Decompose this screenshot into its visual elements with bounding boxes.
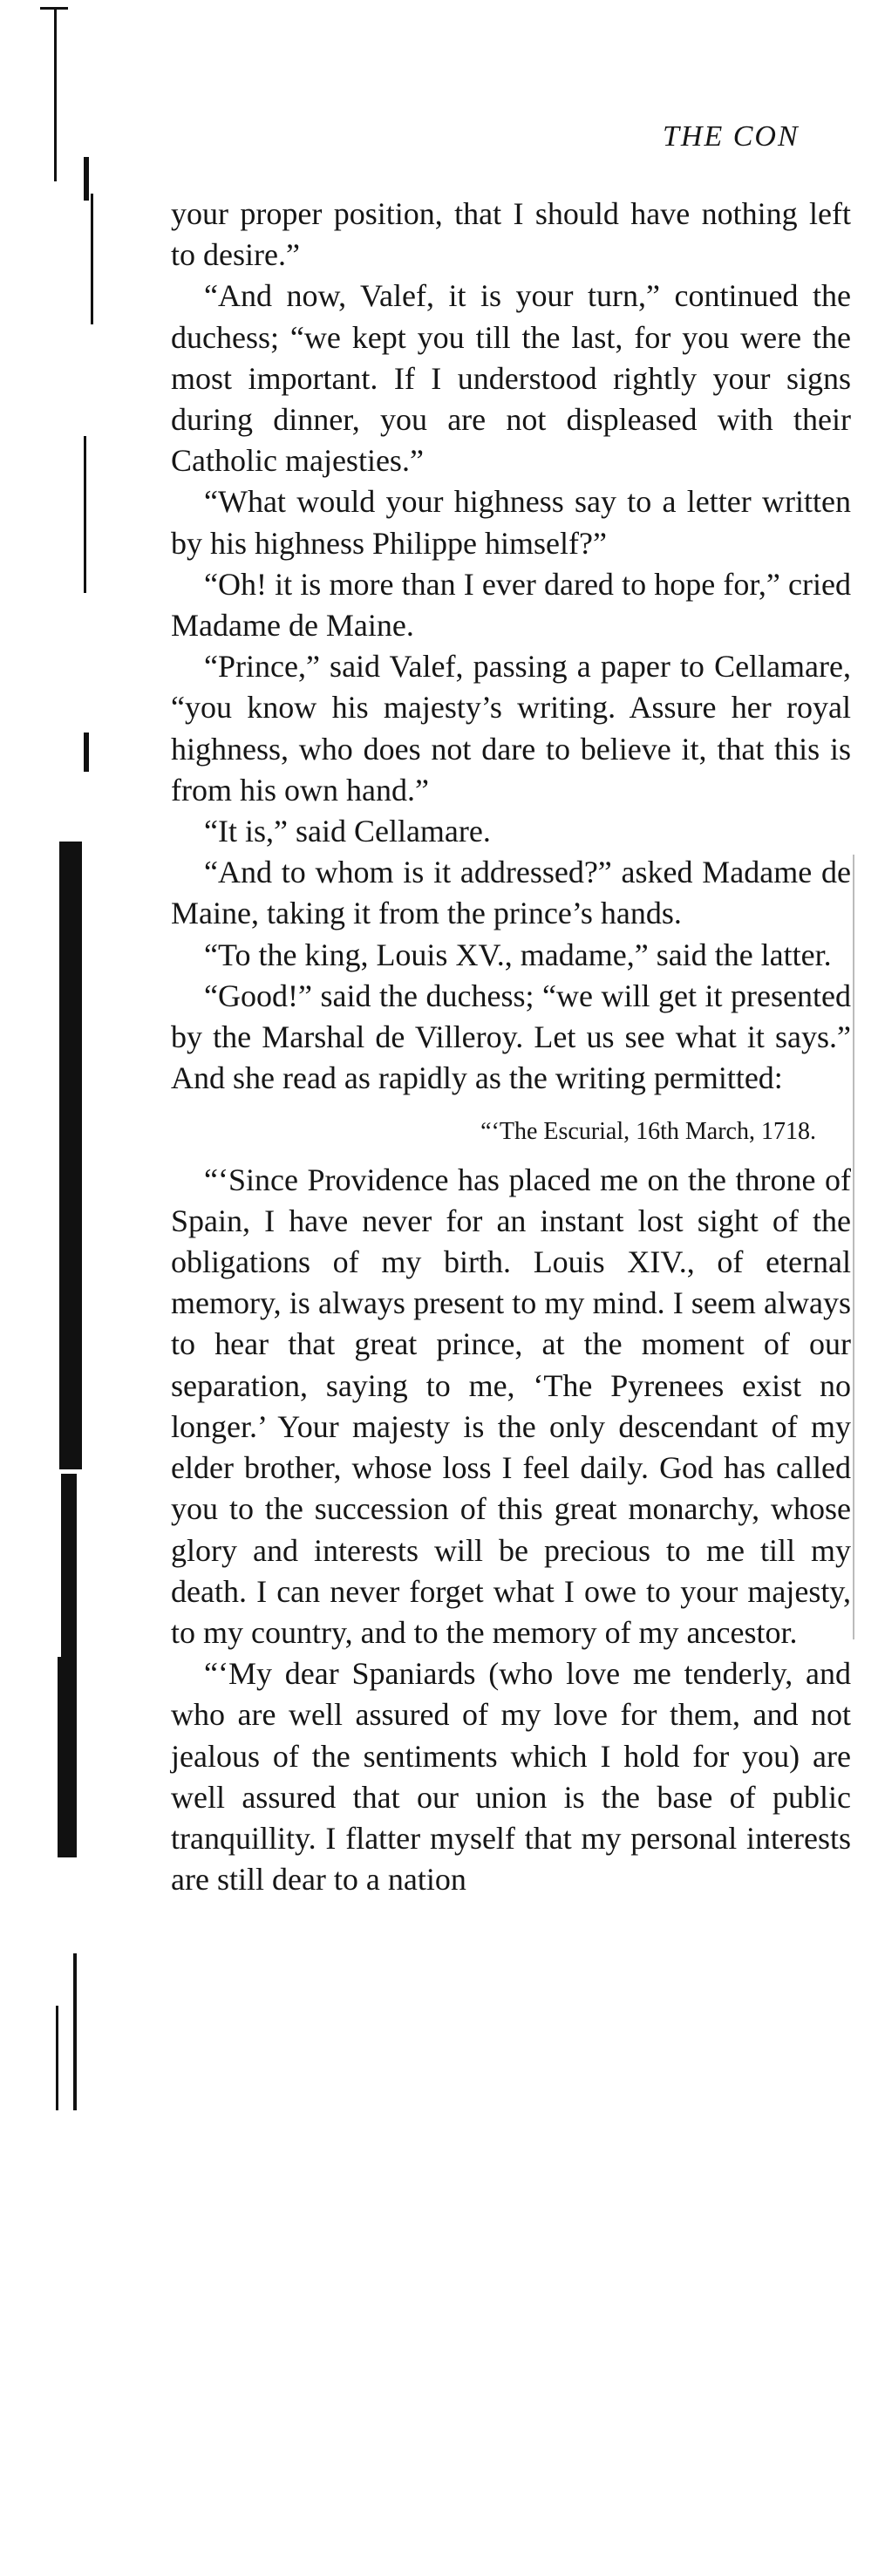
binding-edge-mark [84, 157, 89, 201]
letter-paragraph: “‘Since Providence has placed me on the throne of Spain, I have never for an instant lost sight of the obligations of my birth. Louis XIV., of eternal memory, is always present to my mind. I seem always to hear that great prince, at the moment of our separation, saying to me, ‘The Pyrenees exist no longer.’ Your majesty is the only descendant of my elder brother, whose loss I feel daily. God has called you to the succession of this great monarchy, whose glory and interests will be precious to me till my death. I can never forget what I owe to your majesty, to my country, and to the memory of my ancestor. [171, 1162, 851, 1650]
paragraph: “It is,” said Cellamare. [204, 814, 491, 849]
body-text [171, 194, 851, 1900]
paragraph: “What would your highness say to a letter written by his highness Philippe himself?” [171, 484, 851, 561]
running-head: THE CON [663, 120, 800, 153]
binding-edge-mark [91, 194, 93, 324]
binding-edge-mark [853, 855, 854, 1639]
binding-edge-mark [61, 1474, 77, 1657]
binding-edge-mark [84, 733, 89, 772]
paragraph: “And now, Valef, it is your turn,” continued the duchess; “we kept you till the last, for you were the most important. If I understood rightly your signs during dinner, you are not displeased with their Catholic majesties.” [171, 278, 851, 479]
binding-edge-mark [56, 2006, 58, 2110]
letter-date-line: “‘The Escurial, 16th March, 1718. [480, 1118, 816, 1146]
binding-edge-mark [54, 7, 57, 181]
paragraph: your proper position, that I should have nothing left to desire.” [171, 196, 851, 273]
letter-paragraph: “‘My dear Spaniards (who love me tenderly, and who are well assured of my love for them, and not jealous of the sentiments which I hold for you) are well assured that our union is the base of public tranquillity. I flatter myself that my personal interests are still dear to a nation [171, 1656, 851, 1898]
binding-edge-mark [40, 7, 68, 10]
paragraph: “Oh! it is more than I ever dared to hope for,” cried Madame de Maine. [171, 566, 851, 644]
paragraph: “To the king, Louis XV., madame,” said the latter. [204, 937, 832, 972]
paragraph: “And to whom is it addressed?” asked Madame de Maine, taking it from the prince’s hands. [171, 855, 851, 931]
binding-edge-mark [84, 436, 86, 593]
binding-edge-mark [73, 1953, 77, 2110]
binding-edge-mark [58, 1657, 77, 1857]
paragraph: “Prince,” said Valef, passing a paper to Cellamare, “you know his majesty’s writing. Assure her royal highness, who does not dare to believe it, that this is from his own hand.” [171, 649, 851, 808]
binding-edge-mark [59, 842, 82, 1469]
paragraph: “Good!” said the duchess; “we will get it presented by the Marshal de Villeroy. Let us see what it says.” And she read as rapidly as the writing permitted: [171, 978, 851, 1096]
